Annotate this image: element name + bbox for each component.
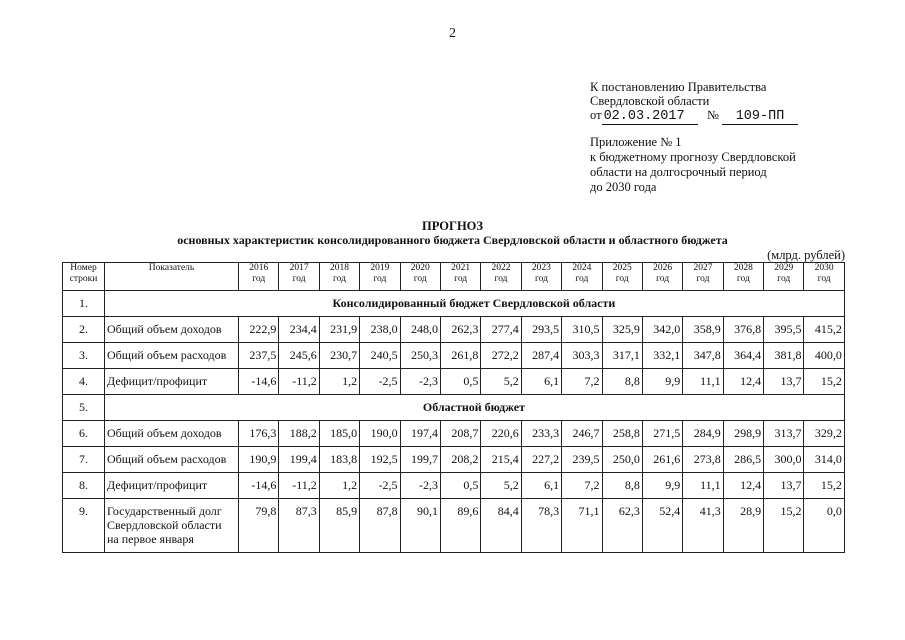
value-cell: 238,0 [360,317,400,343]
forecast-table [62,262,845,553]
resolution-date: 02.03.2017 [602,110,698,125]
value-cell: 41,3 [683,499,723,553]
value-cell: -11,2 [279,369,319,395]
row-number: 1. [63,291,105,317]
row-number: 6. [63,421,105,447]
value-cell: 303,3 [562,343,602,369]
resolution-date-number [590,108,798,125]
value-cell: 13,7 [764,369,804,395]
row-number: 5. [63,395,105,421]
indicator-name: Общий объем расходов [105,343,239,369]
indicator-name: Государственный долг Свердловской области на первое января [105,499,239,553]
value-cell: 239,5 [562,447,602,473]
header-year: 2019 год [360,263,400,291]
value-cell: 183,8 [319,447,359,473]
value-cell: 89,6 [440,499,480,553]
value-cell: 342,0 [642,317,682,343]
row-number: 9. [63,499,105,553]
value-cell: -2,3 [400,473,440,499]
value-cell: 15,2 [804,473,844,499]
table-section-row [63,395,845,421]
value-cell: 208,7 [440,421,480,447]
value-cell: 0,5 [440,473,480,499]
section-title: Консолидированный бюджет Свердловской области [105,291,845,317]
table-body [63,291,845,553]
table-row [63,317,845,343]
value-cell: 11,1 [683,369,723,395]
value-cell: 248,0 [400,317,440,343]
row-number: 3. [63,343,105,369]
value-cell: 400,0 [804,343,844,369]
value-cell: 314,0 [804,447,844,473]
value-cell: 7,2 [562,473,602,499]
section-title: Областной бюджет [105,395,845,421]
value-cell: 227,2 [521,447,561,473]
table-row [63,369,845,395]
value-cell: 287,4 [521,343,561,369]
value-cell: 273,8 [683,447,723,473]
value-cell: -2,5 [360,369,400,395]
value-cell: 5,2 [481,369,521,395]
value-cell: 230,7 [319,343,359,369]
value-cell: 286,5 [723,447,763,473]
value-cell: 12,4 [723,369,763,395]
value-cell: 376,8 [723,317,763,343]
header-year: 2018 год [319,263,359,291]
table-header-row [63,263,845,291]
resolution-number: 109-ПП [722,110,798,125]
value-cell: 313,7 [764,421,804,447]
from-label: от [590,108,602,122]
value-cell: 190,0 [360,421,400,447]
header-year: 2029 год [764,263,804,291]
header-year: 2017 год [279,263,319,291]
value-cell: 85,9 [319,499,359,553]
value-cell: 9,9 [642,369,682,395]
value-cell: -14,6 [239,473,279,499]
value-cell: 197,4 [400,421,440,447]
document-title: ПРОГНОЗ [421,219,483,233]
value-cell: 199,7 [400,447,440,473]
value-cell: 8,8 [602,473,642,499]
header-year: 2016 год [239,263,279,291]
indicator-name: Общий объем расходов [105,447,239,473]
value-cell: 15,2 [764,499,804,553]
value-cell: 271,5 [642,421,682,447]
value-cell: 192,5 [360,447,400,473]
value-cell: 84,4 [481,499,521,553]
value-cell: 62,3 [602,499,642,553]
value-cell: 13,7 [764,473,804,499]
value-cell: 87,3 [279,499,319,553]
value-cell: 317,1 [602,343,642,369]
value-cell: 9,9 [642,473,682,499]
appendix-line-2: к бюджетному прогнозу Свердловской [590,150,796,164]
value-cell: 262,3 [440,317,480,343]
value-cell: 300,0 [764,447,804,473]
value-cell: -11,2 [279,473,319,499]
value-cell: 8,8 [602,369,642,395]
value-cell: 284,9 [683,421,723,447]
header-year: 2026 год [642,263,682,291]
indicator-name: Дефицит/профицит [105,473,239,499]
table-row [63,473,845,499]
value-cell: 381,8 [764,343,804,369]
value-cell: 246,7 [562,421,602,447]
value-cell: 71,1 [562,499,602,553]
value-cell: 298,9 [723,421,763,447]
document-subtitle: основных характеристик консолидированного бюджета Свердловской области и областного бюджета [177,233,728,247]
header-year: 2024 год [562,263,602,291]
value-cell: 185,0 [319,421,359,447]
value-cell: -2,5 [360,473,400,499]
table-row [63,421,845,447]
appendix-reference [590,135,796,195]
value-cell: 261,8 [440,343,480,369]
header-year: 2020 год [400,263,440,291]
value-cell: 332,1 [642,343,682,369]
value-cell: 293,5 [521,317,561,343]
value-cell: 11,1 [683,473,723,499]
header-indicator: Показатель [105,263,239,291]
value-cell: 5,2 [481,473,521,499]
value-cell: 329,2 [804,421,844,447]
value-cell: 15,2 [804,369,844,395]
value-cell: 6,1 [521,369,561,395]
value-cell: 1,2 [319,369,359,395]
indicator-name: Дефицит/профицит [105,369,239,395]
value-cell: 233,3 [521,421,561,447]
value-cell: 176,3 [239,421,279,447]
value-cell: 310,5 [562,317,602,343]
appendix-line-4: до 2030 года [590,180,657,194]
row-number: 7. [63,447,105,473]
row-number: 4. [63,369,105,395]
row-number: 2. [63,317,105,343]
table-row [63,343,845,369]
value-cell: 347,8 [683,343,723,369]
units-label: (млрд. рублей) [767,248,845,262]
value-cell: 240,5 [360,343,400,369]
value-cell: 222,9 [239,317,279,343]
value-cell: 250,0 [602,447,642,473]
value-cell: 7,2 [562,369,602,395]
row-number: 8. [63,473,105,499]
table-row [63,447,845,473]
header-year: 2027 год [683,263,723,291]
value-cell: 78,3 [521,499,561,553]
value-cell: 245,6 [279,343,319,369]
value-cell: 52,4 [642,499,682,553]
value-cell: 90,1 [400,499,440,553]
value-cell: 272,2 [481,343,521,369]
header-year: 2030 год [804,263,844,291]
value-cell: 415,2 [804,317,844,343]
value-cell: 87,8 [360,499,400,553]
value-cell: 215,4 [481,447,521,473]
value-cell: 188,2 [279,421,319,447]
header-year: 2023 год [521,263,561,291]
value-cell: 237,5 [239,343,279,369]
value-cell: 79,8 [239,499,279,553]
value-cell: 208,2 [440,447,480,473]
resolution-line-1: К постановлению Правительства [590,80,767,94]
page-number: 2 [449,26,456,41]
value-cell: 0,0 [804,499,844,553]
value-cell: 258,8 [602,421,642,447]
indicator-name: Общий объем доходов [105,317,239,343]
header-year: 2025 год [602,263,642,291]
header-year: 2022 год [481,263,521,291]
value-cell: 12,4 [723,473,763,499]
value-cell: 190,9 [239,447,279,473]
value-cell: 6,1 [521,473,561,499]
resolution-line-2: Свердловской области [590,94,710,108]
value-cell: -14,6 [239,369,279,395]
value-cell: 277,4 [481,317,521,343]
value-cell: 325,9 [602,317,642,343]
value-cell: 364,4 [723,343,763,369]
table-section-row [63,291,845,317]
appendix-line-3: области на долгосрочный период [590,165,767,179]
header-row-number: Номер строки [63,263,105,291]
indicator-name: Общий объем доходов [105,421,239,447]
value-cell: -2,3 [400,369,440,395]
value-cell: 231,9 [319,317,359,343]
header-year: 2021 год [440,263,480,291]
value-cell: 220,6 [481,421,521,447]
value-cell: 358,9 [683,317,723,343]
value-cell: 250,3 [400,343,440,369]
number-label: № [706,108,719,122]
value-cell: 395,5 [764,317,804,343]
value-cell: 234,4 [279,317,319,343]
value-cell: 261,6 [642,447,682,473]
appendix-line-1: Приложение № 1 [590,135,682,149]
header-year: 2028 год [723,263,763,291]
value-cell: 1,2 [319,473,359,499]
table-row [63,499,845,553]
resolution-reference [590,80,798,125]
value-cell: 0,5 [440,369,480,395]
value-cell: 28,9 [723,499,763,553]
value-cell: 199,4 [279,447,319,473]
